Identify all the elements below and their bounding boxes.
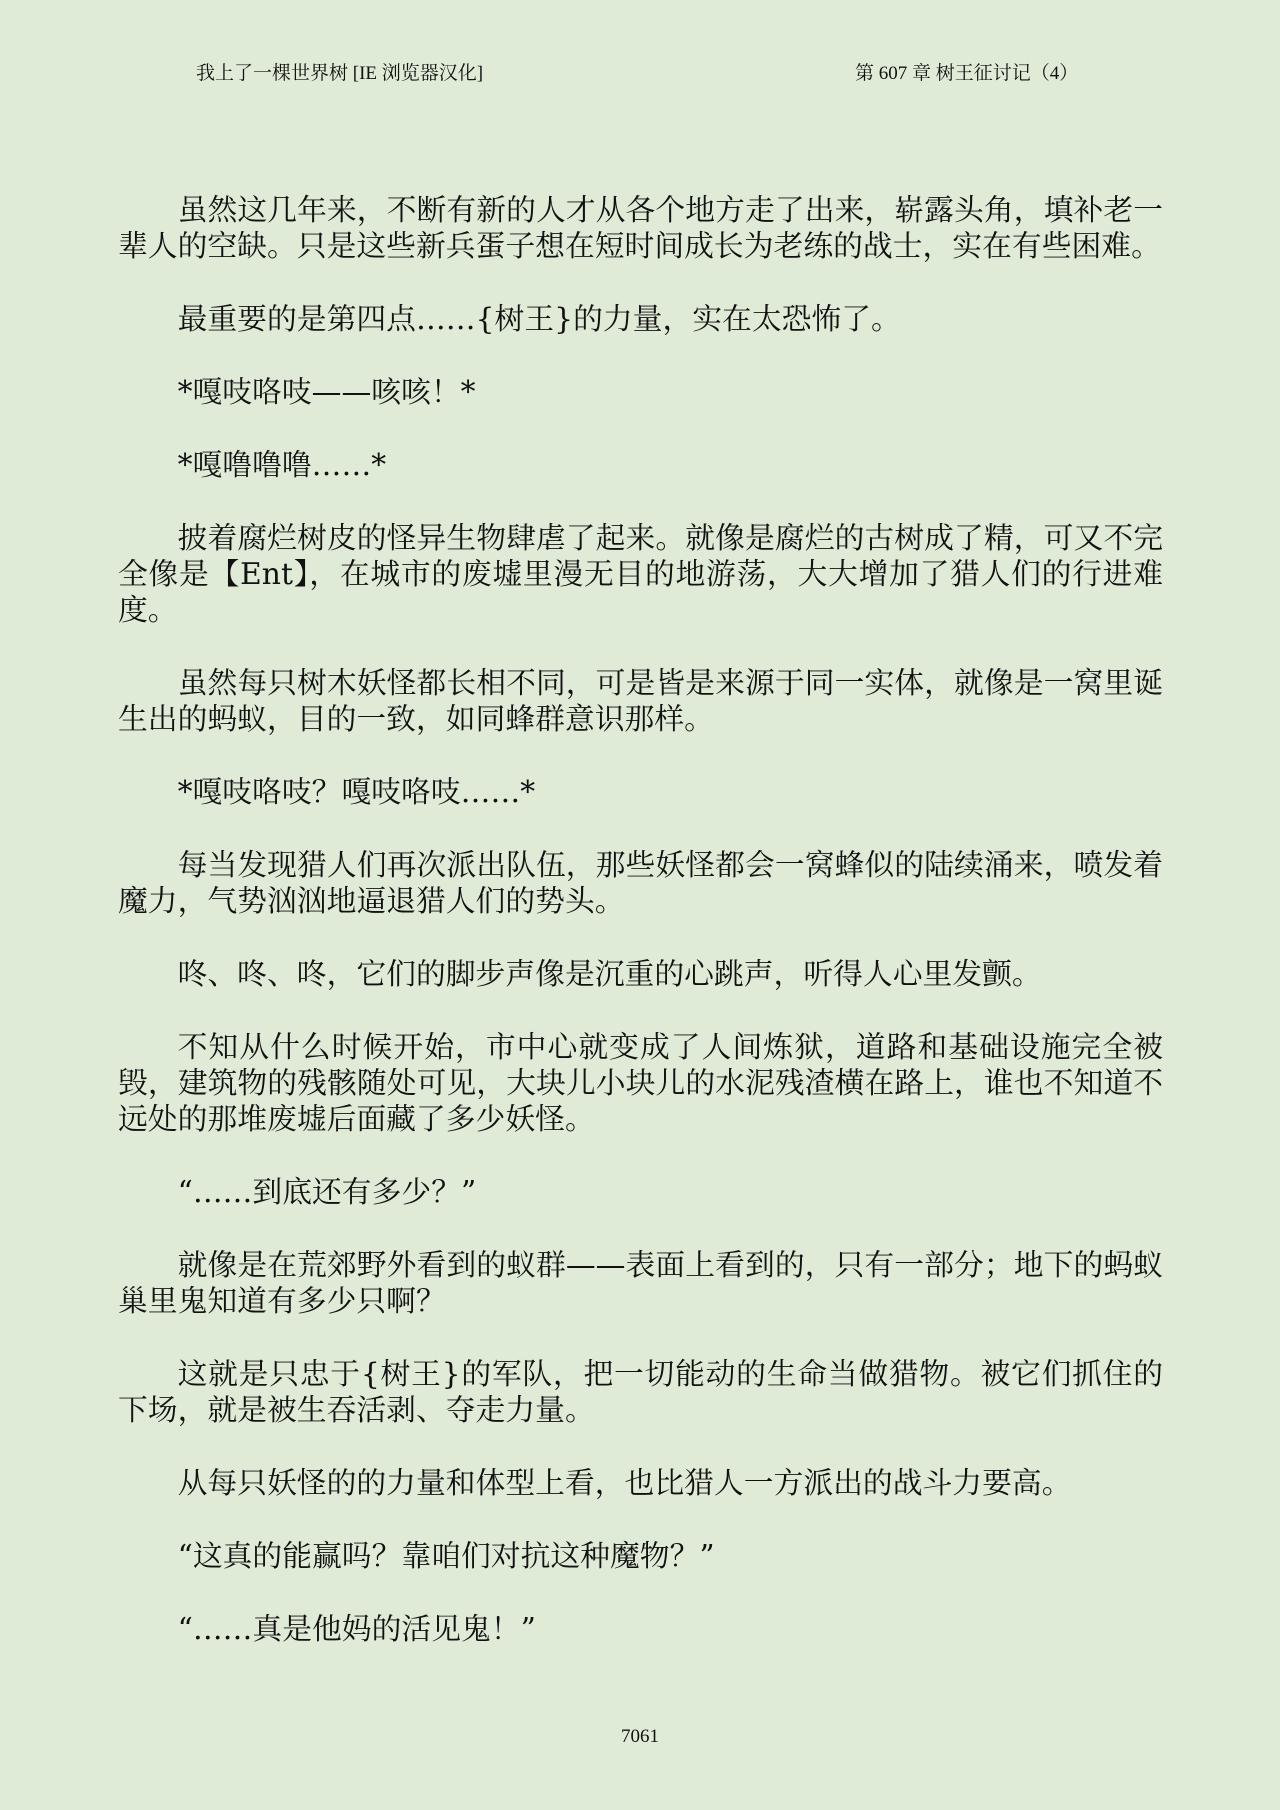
- paragraph: 不知从什么时候开始，市中心就变成了人间炼狱，道路和基础设施完全被毁，建筑物的残骸随处可见，大块儿小块儿的水泥残渣横在路上，谁也不知道不远处的那堆废墟后面藏了多少妖怪。: [118, 1030, 1163, 1137]
- chapter-title-header: 第 607 章 树王征讨记（4）: [855, 63, 1079, 84]
- paragraph: 虽然每只树木妖怪都长相不同，可是皆是来源于同一实体，就像是一窝里诞生出的蚂蚁，目的一致，如同蜂群意识那样。: [118, 666, 1163, 737]
- page-number: 7061: [621, 1726, 659, 1747]
- paragraph: *嘎吱咯吱？嘎吱咯吱……*: [177, 775, 536, 810]
- paragraph: 这就是只忠于{树王}的军队，把一切能动的生命当做猎物。被它们抓住的下场，就是被生吞活剥、夺走力量。: [118, 1357, 1163, 1428]
- paragraph: 从每只妖怪的的力量和体型上看，也比猎人一方派出的战斗力要高。: [177, 1466, 1072, 1501]
- chapter-body: [118, 193, 1163, 1685]
- paragraph: “……到底还有多少？”: [177, 1175, 477, 1210]
- paragraph: 每当发现猎人们再次派出队伍，那些妖怪都会一窝蜂似的陆续涌来，喷发着魔力，气势汹汹地逼退猎人们的势头。: [118, 848, 1163, 919]
- paragraph: 虽然这几年来，不断有新的人才从各个地方走了出来，崭露头角，填补老一辈人的空缺。只是这些新兵蛋子想在短时间成长为老练的战士，实在有些困难。: [118, 193, 1163, 264]
- paragraph: 咚、咚、咚，它们的脚步声像是沉重的心跳声，听得人心里发颤。: [177, 957, 1042, 992]
- paragraph: 就像是在荒郊野外看到的蚁群——表面上看到的，只有一部分；地下的蚂蚁巢里鬼知道有多少只啊？: [118, 1248, 1163, 1319]
- paragraph: 披着腐烂树皮的怪异生物肆虐了起来。就像是腐烂的古树成了精，可又不完全像是【Ent】，在城市的废墟里漫无目的地游荡，大大增加了猎人们的行进难度。: [118, 521, 1163, 628]
- paragraph: “这真的能赢吗？靠咱们对抗这种魔物？”: [177, 1539, 715, 1574]
- paragraph: *嘎噜噜噜……*: [177, 448, 387, 483]
- paragraph: 最重要的是第四点……{树王}的力量，实在太恐怖了。: [177, 302, 901, 337]
- paragraph: *嘎吱咯吱——咳咳！*: [177, 375, 476, 410]
- book-title-header: 我上了一棵世界树 [IE 浏览器汉化]: [196, 63, 484, 84]
- paragraph: “……真是他妈的活见鬼！”: [177, 1612, 536, 1647]
